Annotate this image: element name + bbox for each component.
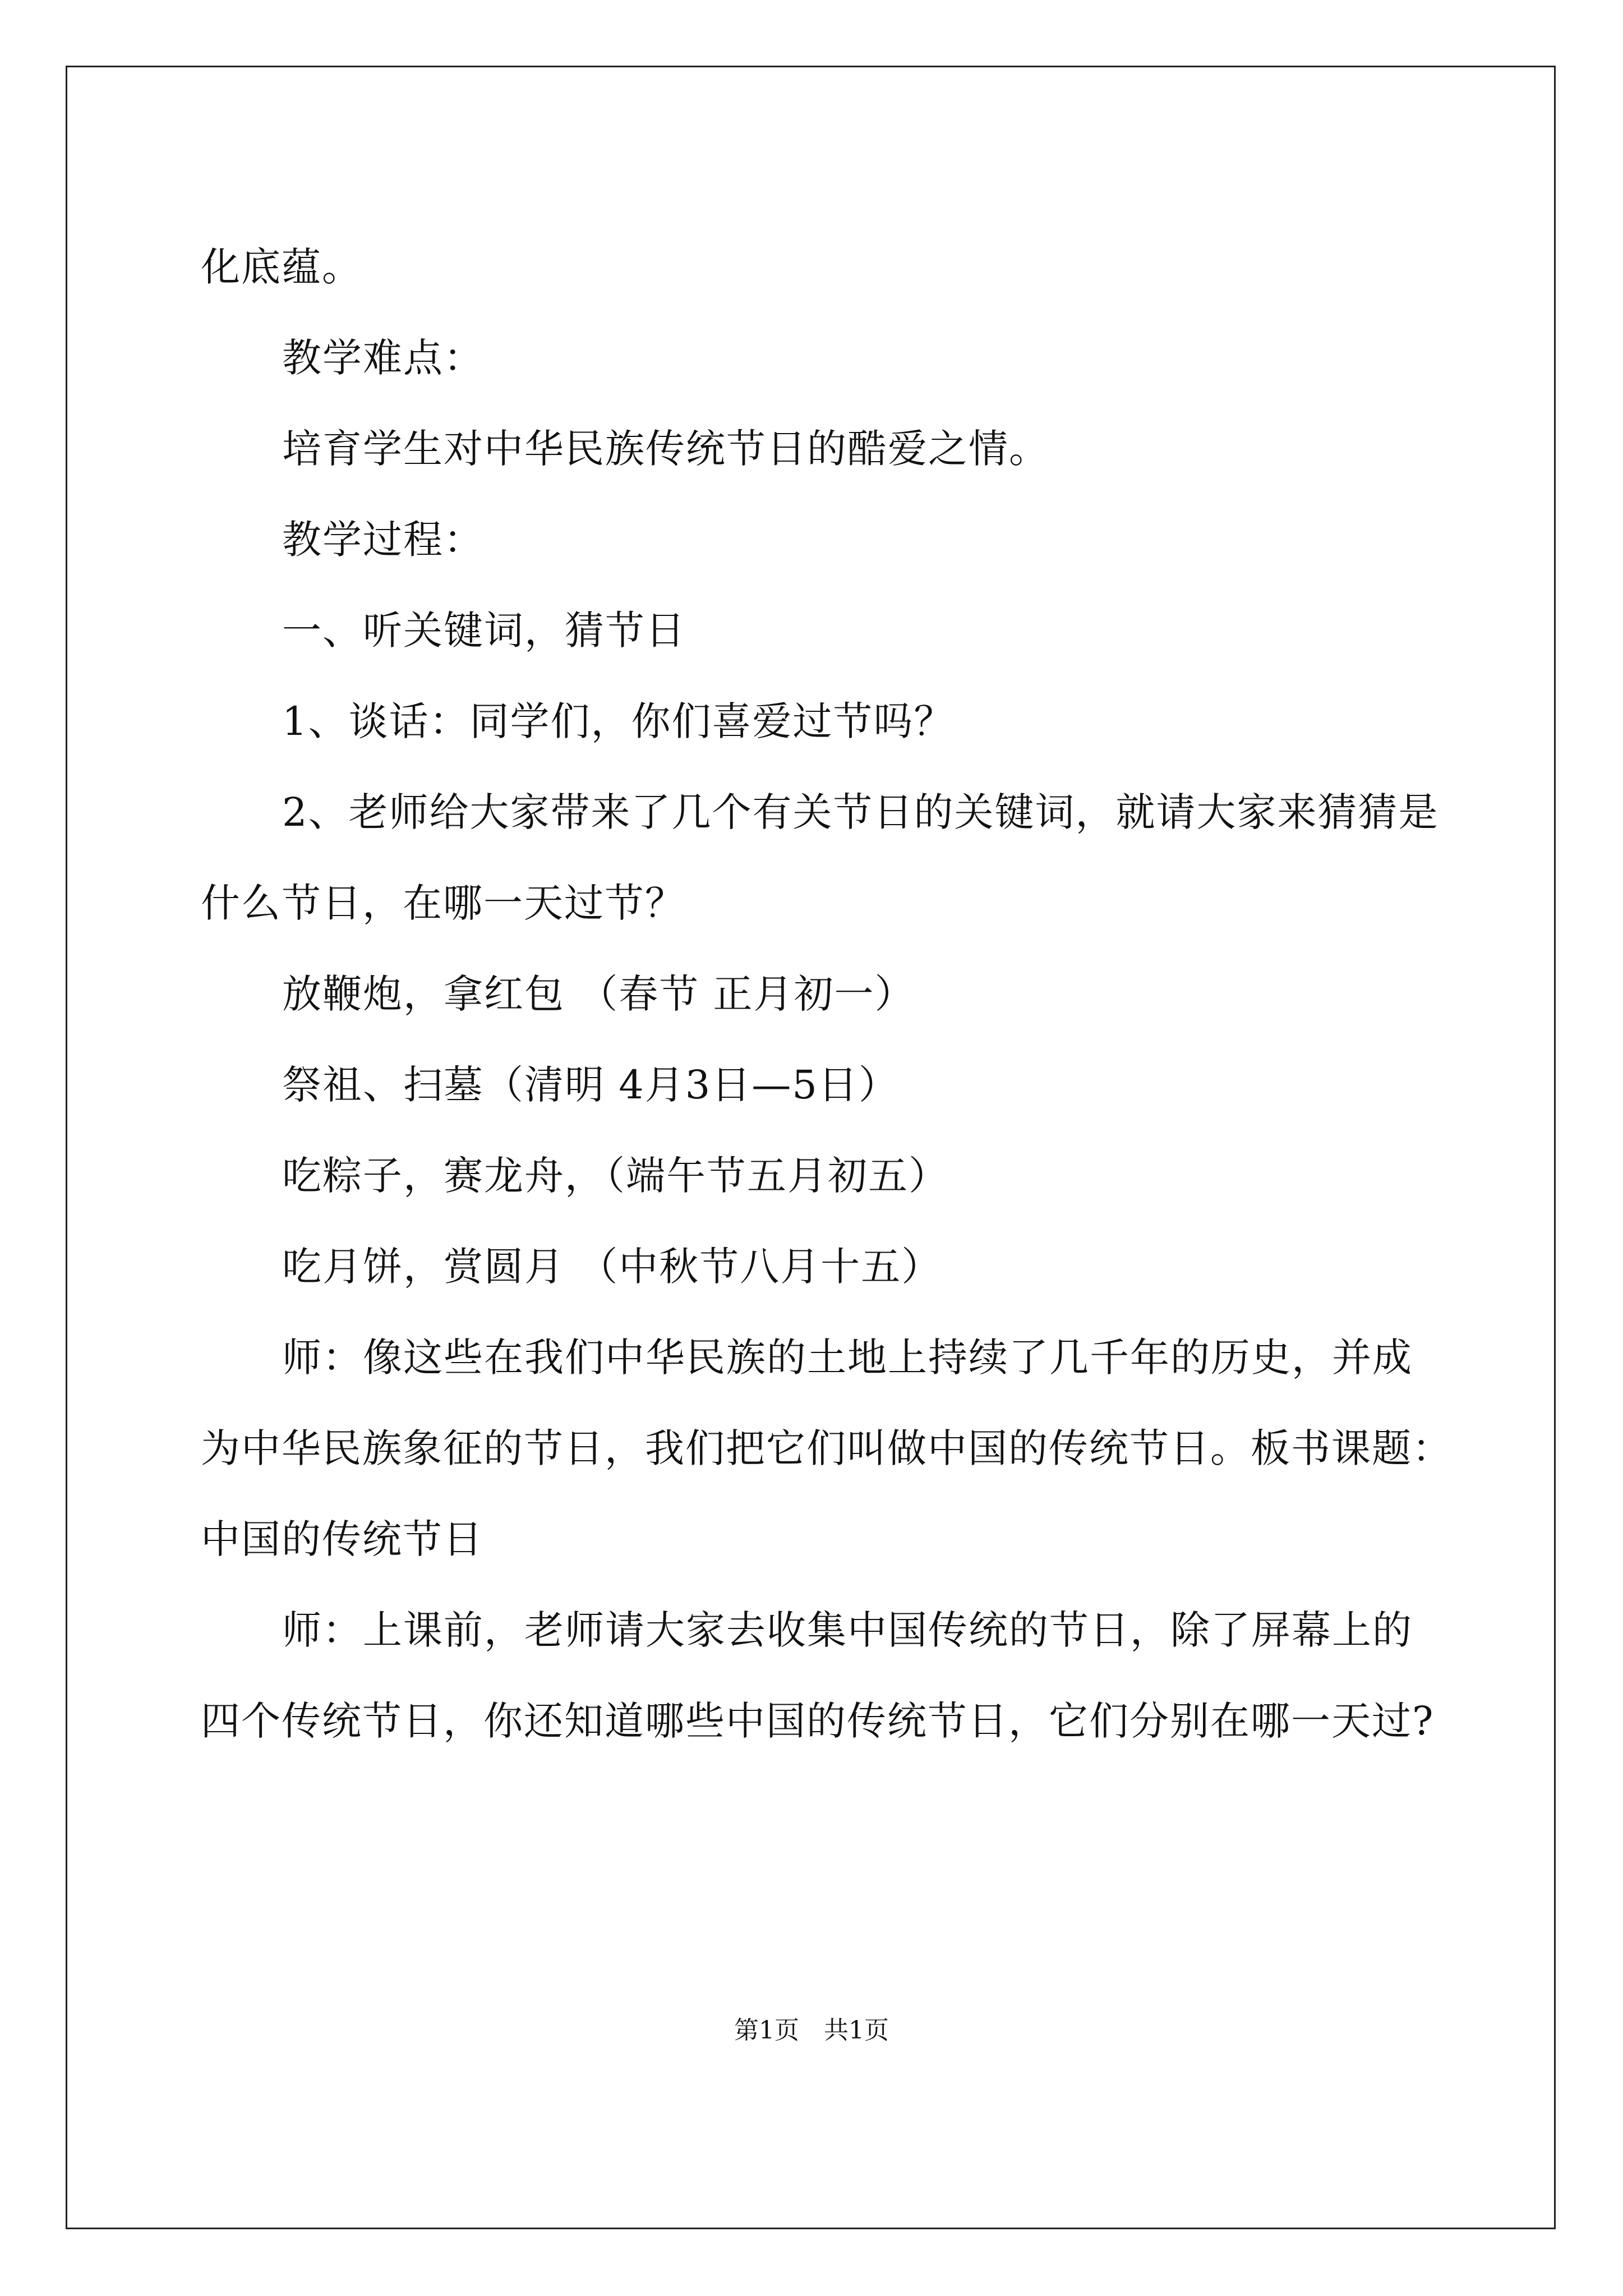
text-line-10: 祭祖、扫墓（清明 4月3日—5日） <box>282 1062 899 1108</box>
text-line-11: 吃粽子，赛龙舟，（端午节五月初五） <box>282 1153 949 1199</box>
text-line-3: 培育学生对中华民族传统节日的酷爱之情。 <box>282 426 1049 472</box>
text-line-12: 吃月饼，赏圆月 （中秋节八月十五） <box>282 1244 942 1290</box>
text-line-17: 四个传统节日，你还知道哪些中国的传统节日，它们分别在哪一天过? <box>201 1698 1435 1744</box>
text-line-4: 教学过程： <box>282 517 484 563</box>
text-line-5: 一、听关键词，猜节日 <box>282 608 686 654</box>
text-line-8: 什么节日，在哪一天过节？ <box>201 880 685 926</box>
text-line-6: 1、谈话：同学们，你们喜爱过节吗？ <box>282 698 955 744</box>
text-line-15: 中国的传统节日 <box>201 1516 483 1562</box>
text-line-16: 师：上课前，老师请大家去收集中国传统的节日，除了屏幕上的 <box>282 1607 1413 1653</box>
text-line-9: 放鞭炮，拿红包 （春节 正月初一） <box>282 971 915 1017</box>
text-line-14: 为中华民族象征的节日，我们把它们叫做中国的传统节日。板书课题： <box>201 1425 1453 1471</box>
text-line-13: 师：像这些在我们中华民族的土地上持续了几千年的历史，并成 <box>282 1335 1413 1381</box>
text-line-2: 教学难点： <box>282 335 484 381</box>
text-line-1: 化底蕴。 <box>201 244 362 290</box>
text-line-7: 2、老师给大家带来了几个有关节日的关键词，就请大家来猜猜是 <box>282 789 1439 835</box>
document-body <box>201 222 1453 1766</box>
page-footer: 第1页 共1页 <box>734 2016 889 2045</box>
